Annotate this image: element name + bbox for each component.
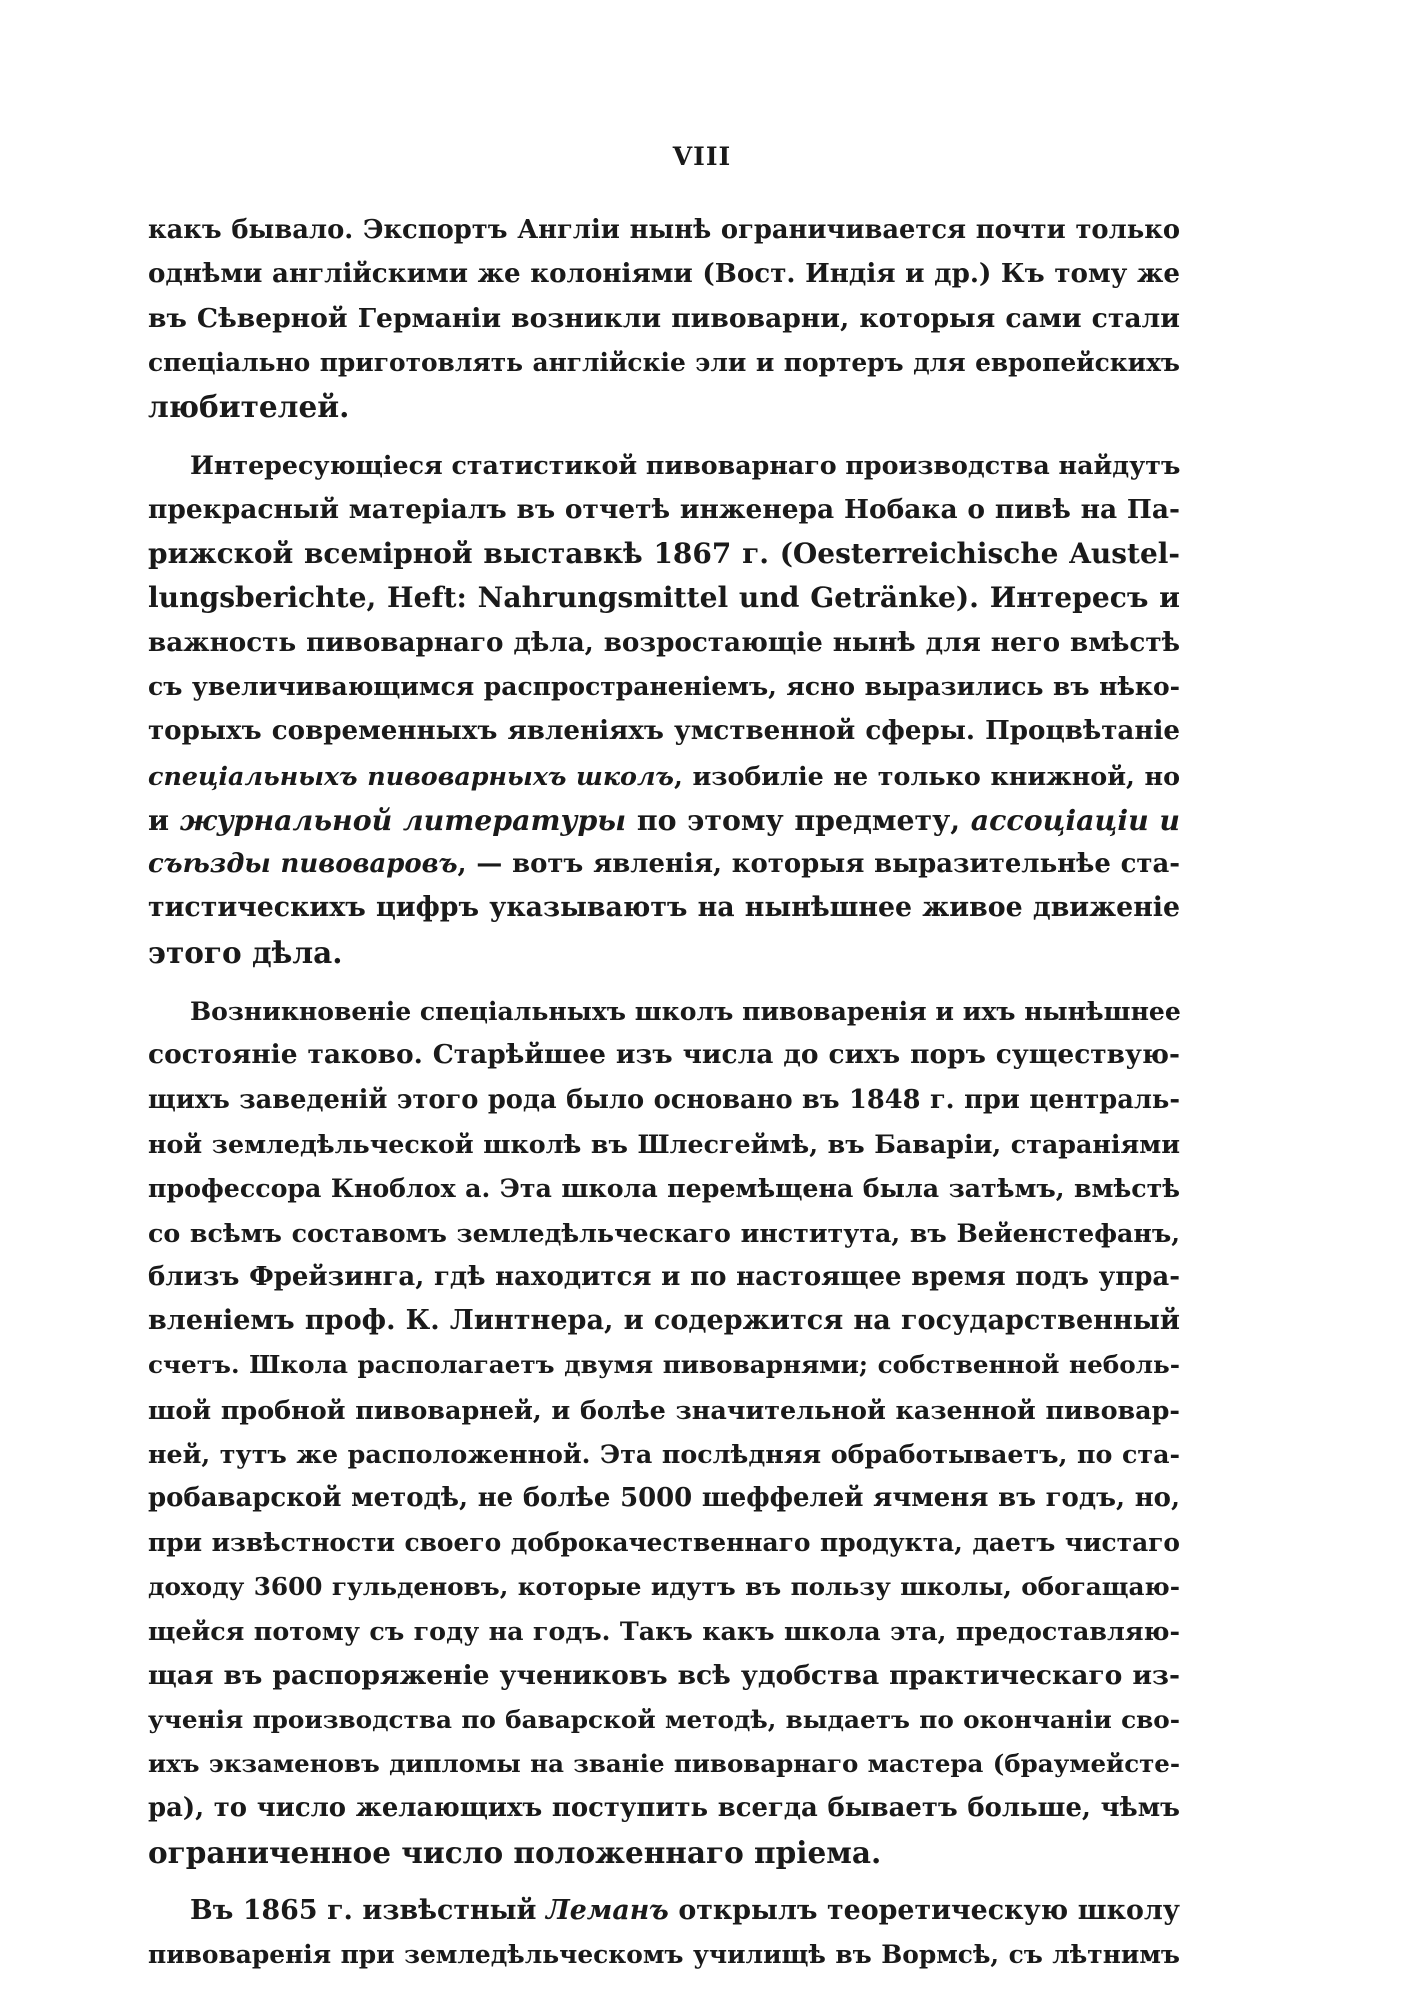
text-line: щихъ заведеній этого рода было основано въ 1848 г. при централь- [148,1084,1180,1115]
paragraph [148,989,1180,1875]
text-line [148,798,1180,842]
text-line: состояніе таково. Старѣйшее изъ числа до сихъ поръ существую- [148,1039,1180,1071]
text-line: съ увеличивающимся распространеніемъ, ясно выразились въ нѣко- [148,671,1180,701]
text-line: пивоваренія при земледѣльческомъ училищѣ въ Вормсѣ, съ лѣтнимъ [148,1940,1180,1970]
text-line: ной земледѣльческой школѣ въ Шлесгеймѣ, въ Баваріи, стараніями [148,1128,1180,1159]
text-line: робаварской методѣ, не болѣе 5000 шеффелей ячменя въ годъ, но, [148,1483,1180,1514]
text-line: важность пивоварнаго дѣла, возростающіе нынѣ для него вмѣстѣ [148,626,1180,658]
paragraph [148,208,1180,429]
text-line: Возникновеніе спеціальныхъ школъ пивоваренія и ихъ нынѣшнее [190,996,1181,1027]
text-segment: Въ 1865 г. извѣстный [190,1894,546,1926]
text-line [148,754,1180,798]
text-line: торыхъ современныхъ явленіяхъ умственной сферы. Процвѣтаніе [148,715,1180,747]
page-number: VIII [672,142,732,171]
text-line: рижской всемірной выставкѣ 1867 г. (Oesterreichische Austel- [148,537,1180,571]
text-segment: открылъ теоретическую школу [668,1894,1180,1926]
italic-phrase: ассоціаціи и [970,802,1180,837]
text-line: Интересующіеся статистикой пивоварнаго производства найдутъ [190,450,1181,481]
text-segment: и [148,802,180,837]
text-line: lungsberichte, Heft: Nahrungsmittel und Getränke). Интересъ и [148,581,1180,615]
paragraph [148,443,1180,975]
text-segment: , — вотъ явленія, которыя выразительнѣе ста- [457,849,1180,880]
text-line: ихъ экзаменовъ дипломы на званіе пивоварнаго мастера (браумейсте- [148,1749,1180,1779]
text-line: ограниченное число положеннаго пріема. [148,1834,882,1870]
text-line [148,842,1180,886]
text-segment: , изобиліе не только книжной, но [673,760,1180,791]
text-line: тистическихъ цифръ указываютъ на нынѣшнее живое движеніе [148,892,1180,924]
text-line: при извѣстности своего доброкачественнаго продукта, даетъ чистаго [148,1527,1180,1557]
text-line: счетъ. Школа располагаетъ двумя пивоварнями; собственной неболь- [148,1350,1180,1380]
text-line: доходу 3600 гульденовъ, которые идутъ въ пользу школы, обогащаю- [148,1571,1180,1601]
italic-phrase: журнальной литературы [179,802,627,837]
text-line: однѣми англійскими же колоніями (Вост. Индія и др.) Къ тому же [148,258,1180,290]
text-line: прекрасный матеріалъ въ отчетѣ инженера Нобака о пивѣ на Па- [148,493,1180,525]
paragraph [148,1889,1180,1978]
text-line: любителей. [148,389,350,425]
italic-phrase: съѣзды пивоваровъ [148,849,458,880]
text-line: ра), то число желающихъ поступить всегда бываетъ больше, чѣмъ [148,1793,1180,1824]
italic-phrase: Леманъ [545,1894,669,1926]
text-line: ней, тутъ же расположенной. Эта послѣдняя обработываетъ, по ста- [148,1439,1180,1470]
text-segment: по этому предмету, [626,802,971,837]
text-line: спеціально приготовлять англійскіе эли и портеръ для европейскихъ [148,347,1180,377]
text-line: щейся потому съ году на годъ. Такъ какъ школа эта, предоставляю- [148,1616,1180,1647]
text-line: вленіемъ проф. К. Линтнера, и содержится на государственный [148,1305,1180,1337]
italic-phrase: спеціальныхъ пивоварныхъ школъ [148,760,674,791]
text-line: этого дѣла. [148,934,343,970]
text-line: въ Сѣверной Германіи возникли пивоварни, которыя сами стали [148,302,1180,334]
text-line [148,1889,1180,1933]
body-text [148,208,1180,1978]
text-line: ученія производства по баварской методѣ, выдаетъ по окончаніи сво- [148,1704,1180,1734]
text-line: щая въ распоряженіе учениковъ всѣ удобства практическаго из- [148,1659,1180,1691]
text-line: шой пробной пивоварней, и болѣе значительной казенной пивовар- [148,1394,1180,1425]
text-line: близъ Фрейзинга, гдѣ находится и по настоящее время подъ упра- [148,1261,1180,1292]
text-line: какъ бывало. Экспортъ Англіи нынѣ ограничивается почти только [148,215,1180,245]
text-line: профессора Кноблох а. Эта школа перемѣщена была затѣмъ, вмѣстѣ [148,1173,1180,1204]
text-line: со всѣмъ составомъ земледѣльческаго института, въ Вейенстефанъ, [148,1217,1180,1248]
